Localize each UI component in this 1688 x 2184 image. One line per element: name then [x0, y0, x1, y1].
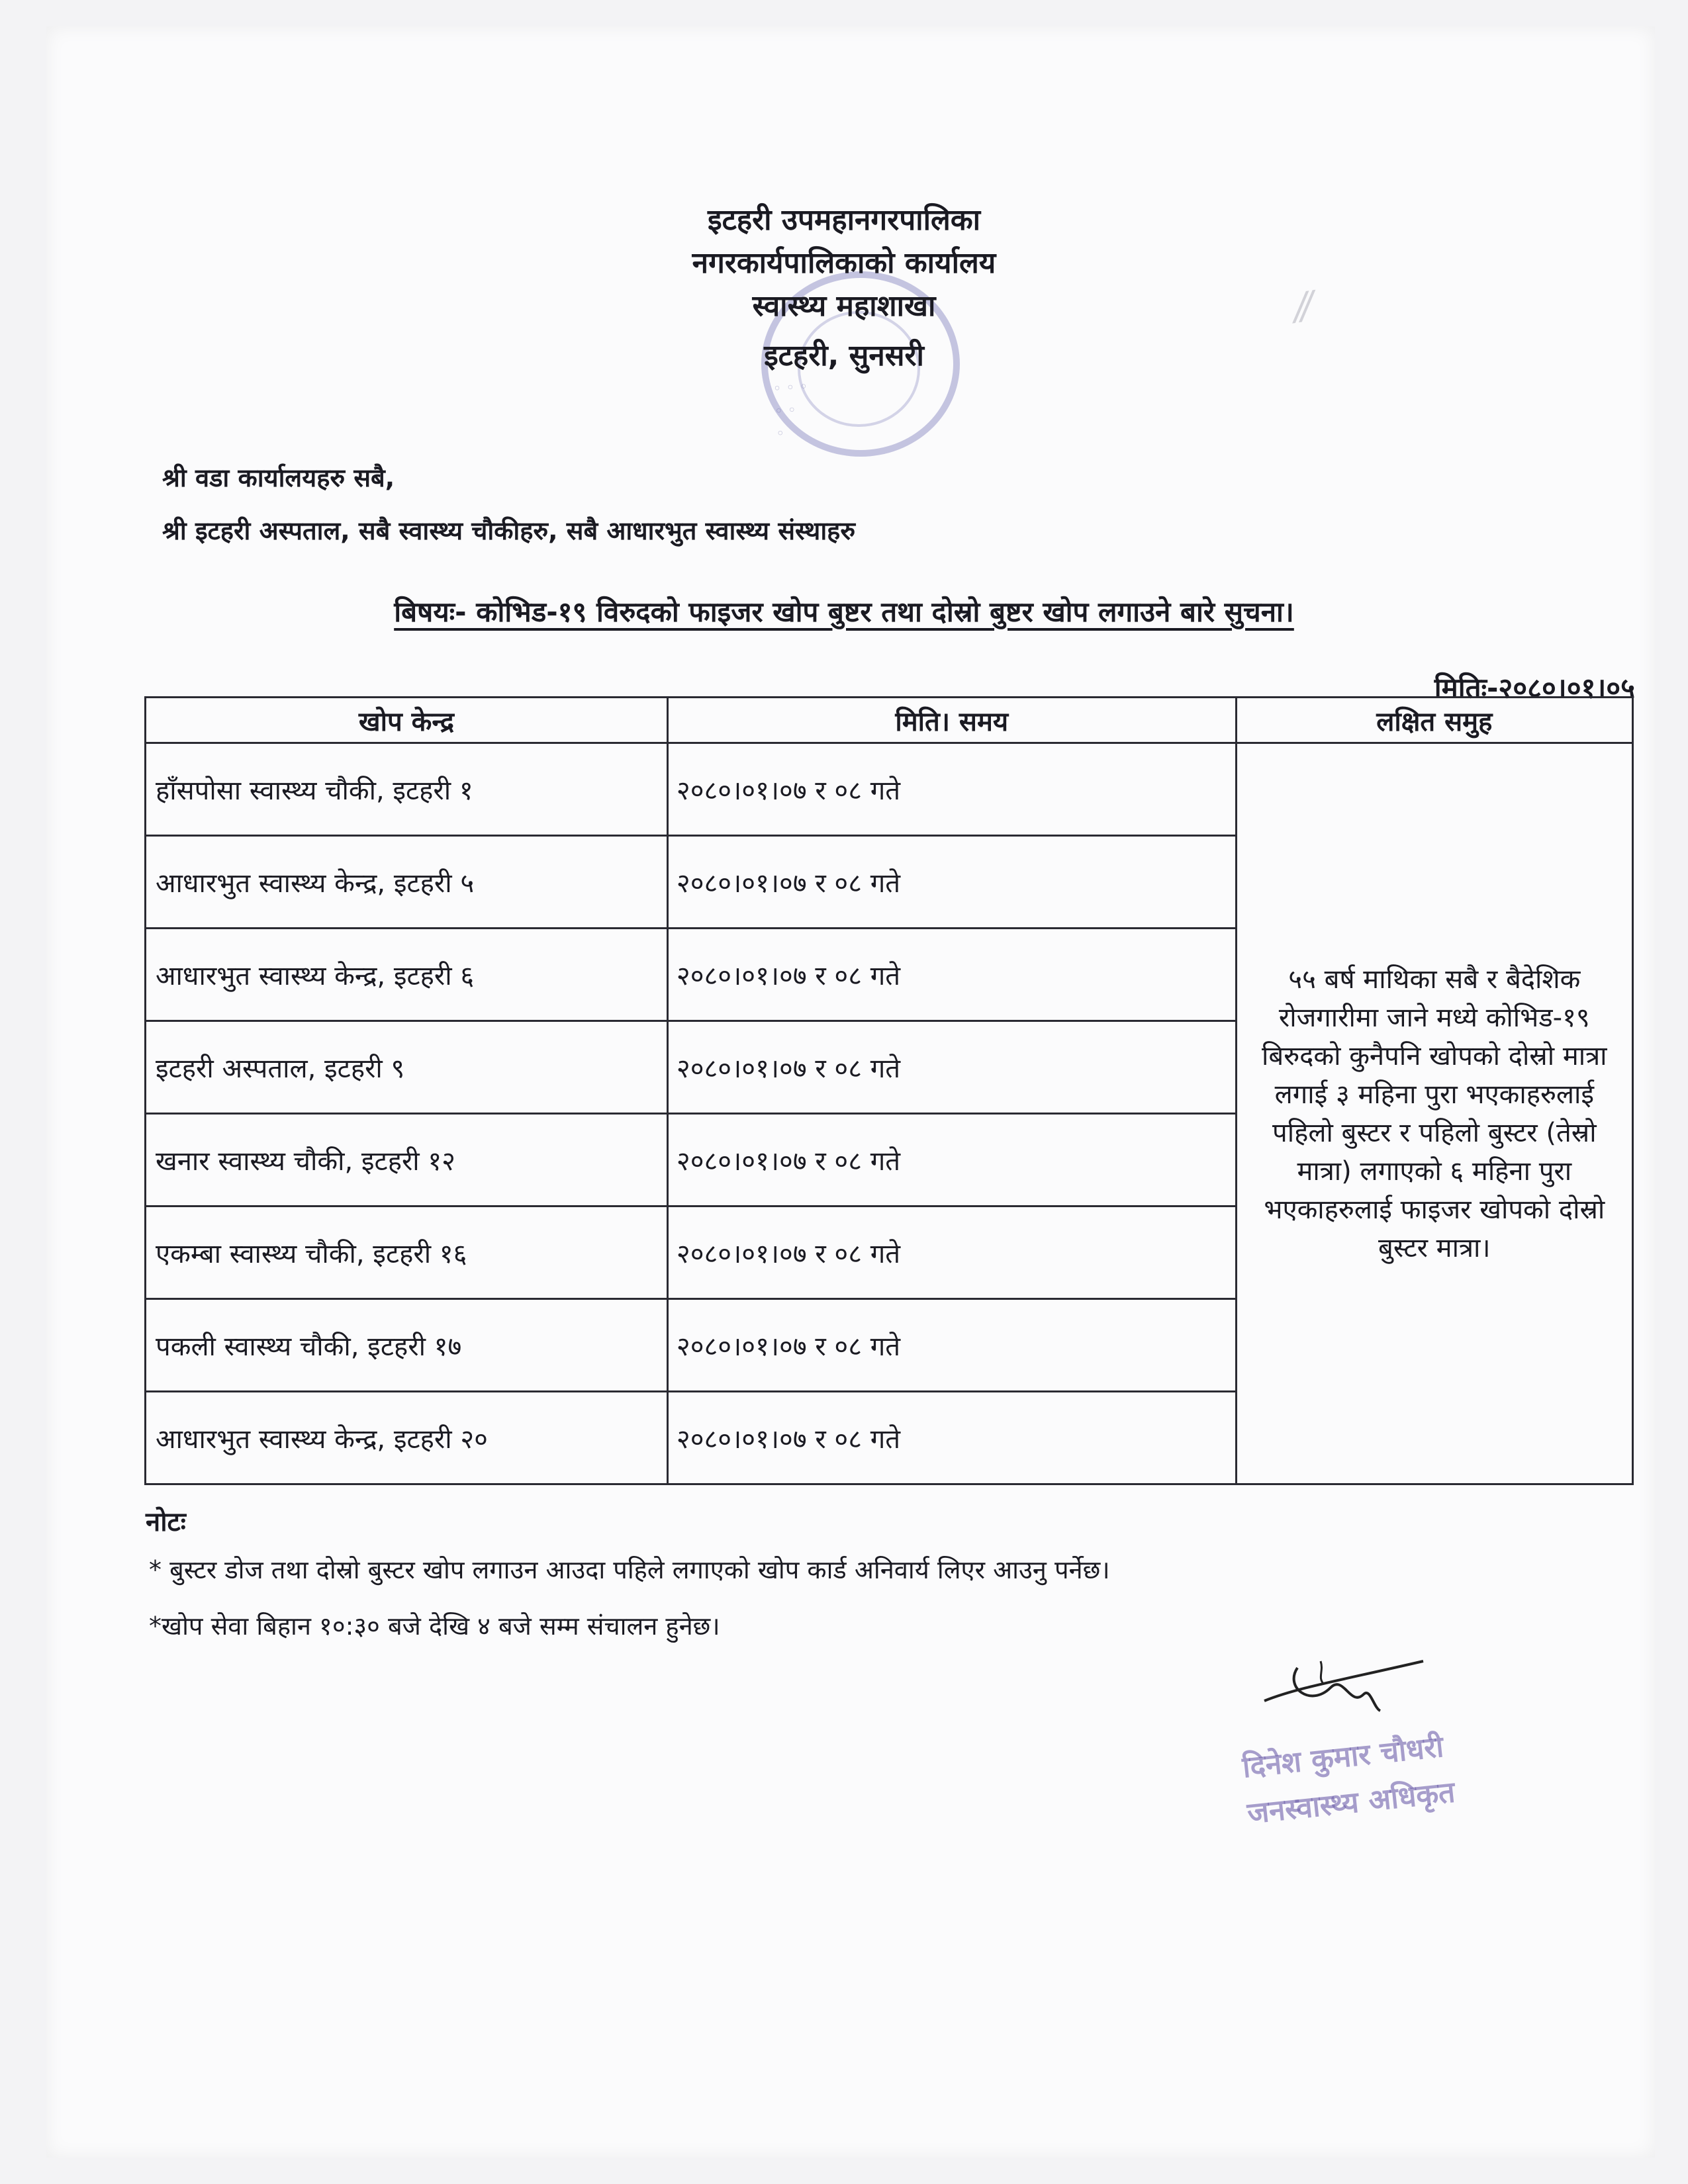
- address-line-2: श्री इटहरी अस्पताल, सबै स्वास्थ्य चौकीहरु, सबै आधारभुत स्वास्थ्य संस्थाहरु: [162, 516, 856, 545]
- column-header-center: खोप केन्द्र: [146, 698, 668, 743]
- header-line-4: इटहरी, सुनसरी: [764, 339, 924, 373]
- center-cell: खनार स्वास्थ्य चौकी, इटहरी १२: [146, 1114, 668, 1206]
- note-item: *खोप सेवा बिहान १०:३० बजे देखि ४ बजे सम्म संचालन हुनेछ।: [149, 1612, 720, 1641]
- date-cell: २०८०।०१।०७ र ०८ गते: [667, 929, 1236, 1021]
- header-line-3: स्वास्थ्य महाशाखा: [752, 289, 936, 323]
- date-cell: २०८०।०१।०७ र ०८ गते: [667, 1392, 1236, 1484]
- signatory-title: जनस्वास्थ्य अधिकृत: [1245, 1775, 1457, 1831]
- center-cell: एकम्बा स्वास्थ्य चौकी, इटहरी १६: [146, 1206, 668, 1299]
- date-cell: २०८०।०१।०७ र ०८ गते: [667, 836, 1236, 929]
- date-cell: २०८०।०१।०७ र ०८ गते: [667, 1114, 1236, 1206]
- notes-title: नोटः: [146, 1507, 186, 1537]
- table-row: [146, 743, 1633, 836]
- address-line-1: श्री वडा कार्यालयहरु सबै,: [162, 463, 395, 492]
- vaccination-schedule-table: [144, 696, 1634, 1485]
- center-cell: इटहरी अस्पताल, इटहरी ९: [146, 1021, 668, 1114]
- office-seal-smudge: ◦ ◦ ◦ ◦ ◦ ◦: [772, 379, 809, 443]
- date-cell: २०८०।०१।०७ र ०८ गते: [667, 1206, 1236, 1299]
- date-cell: २०८०।०१।०७ र ०८ गते: [667, 1021, 1236, 1114]
- column-header-target: लक्षित समुह: [1236, 698, 1632, 743]
- signatory-name: दिनेश कुमार चौधरी: [1241, 1729, 1446, 1785]
- header-line-2: नगरकार्यपालिकाको कार्यालय: [692, 246, 996, 280]
- center-cell: पकली स्वास्थ्य चौकी, इटहरी १७: [146, 1299, 668, 1392]
- date-cell: २०८०।०१।०७ र ०८ गते: [667, 743, 1236, 836]
- column-header-date: मिति। समय: [667, 698, 1236, 743]
- target-group-cell: ५५ बर्ष माथिका सबै र बैदेशिक रोजगारीमा जाने मध्ये कोभिड-१९ बिरुदको कुनैपनि खोपको दोस्रो मात्रा लगाई ३ महिना पुरा भएकाहरुलाई पहिलो बुस्टर र पहिलो बुस्टर (तेस्रो मात्रा) लगाएको ६ महिना पुरा भएकाहरुलाई फाइजर खोपको दोस्रो बुस्टर मात्रा।: [1236, 743, 1632, 1484]
- center-cell: हाँसपोसा स्वास्थ्य चौकी, इटहरी १: [146, 743, 668, 836]
- signature-scrawl: [1258, 1648, 1430, 1727]
- center-cell: आधारभुत स्वास्थ्य केन्द्र, इटहरी २०: [146, 1392, 668, 1484]
- center-cell: आधारभुत स्वास्थ्य केन्द्र, इटहरी ६: [146, 929, 668, 1021]
- pencil-mark: ⁄⁄: [1294, 283, 1314, 332]
- subject-line: बिषयः- कोभिड-१९ विरुदको फाइजर खोप बुष्टर तथा दोस्रो बुष्टर खोप लगाउने बारे सुचना।: [394, 596, 1294, 628]
- table-header-row: [146, 698, 1633, 743]
- header-line-1: इटहरी उपमहानगरपालिका: [707, 203, 981, 237]
- center-cell: आधारभुत स्वास्थ्य केन्द्र, इटहरी ५: [146, 836, 668, 929]
- document-date: मितिः-२०८०।०१।०५: [1434, 672, 1635, 704]
- note-item: * बुस्टर डोज तथा दोस्रो बुस्टर खोप लगाउन आउदा पहिले लगाएको खोप कार्ड अनिवार्य लिएर आउनु पर्नेछ।: [149, 1555, 1110, 1584]
- date-cell: २०८०।०१।०७ र ०८ गते: [667, 1299, 1236, 1392]
